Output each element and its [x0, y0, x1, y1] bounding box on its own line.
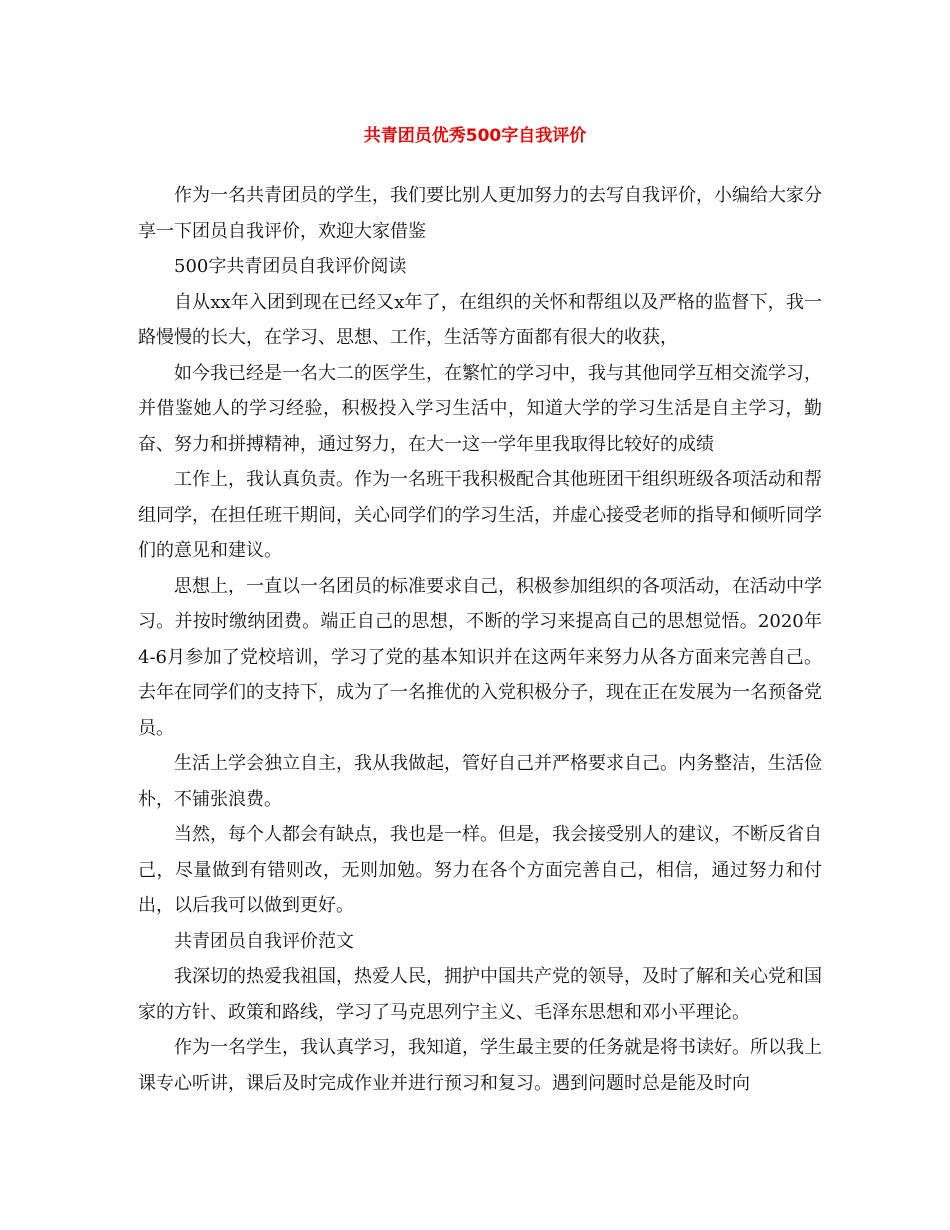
intro-paragraph: 作为一名共青团员的学生，我们要比别人更加努力的去写自我评价，小编给大家分享一下团员自我评价，欢迎大家借鉴	[138, 185, 822, 242]
body-paragraph: 作为一名学生，我认真学习，我知道，学生最主要的任务就是将书读好。所以我上课专心听讲，课后及时完成作业并进行预习和复习。遇到问题时总是能及时向	[138, 1037, 822, 1094]
section-heading-reading: 500字共青团员自我评价阅读	[174, 256, 407, 277]
body-paragraph: 自从xx年入团到现在已经又x年了，在组织的关怀和帮组以及严格的监督下，我一路慢慢的长大，在学习、思想、工作，生活等方面都有很大的收获，	[138, 291, 822, 348]
document-body	[138, 178, 822, 1101]
body-paragraph: 思想上，一直以一名团员的标准要求自己，积极参加组织的各项活动，在活动中学习。并按时缴纳团费。端正自己的思想，不断的学习来提高自己的思想觉悟。2020年4-6月参加了党校培训，学习了党的基本知识并在这两年来努力从各方面来完善自己。去年在同学们的支持下，成为了一名推优的入党积极分子，现在正在发展为一名预备党员。	[138, 575, 822, 739]
body-paragraph: 我深切的热爱我祖国，热爱人民，拥护中国共产党的领导，及时了解和关心党和国家的方针、政策和路线，学习了马克思列宁主义、毛泽东思想和邓小平理论。	[138, 966, 822, 1023]
body-paragraph: 工作上，我认真负责。作为一名班干我积极配合其他班团干组织班级各项活动和帮组同学，在担任班干期间，关心同学们的学习生活，并虚心接受老师的指导和倾听同学们的意见和建议。	[138, 469, 822, 561]
body-paragraph: 当然，每个人都会有缺点，我也是一样。但是，我会接受别人的建议，不断反省自己，尽量做到有错则改，无则加勉。努力在各个方面完善自己，相信，通过努力和付出，以后我可以做到更好。	[138, 824, 822, 916]
document-title: 共青团员优秀500字自我评价	[363, 126, 587, 146]
section-heading-sample: 共青团员自我评价范文	[174, 930, 354, 952]
body-paragraph: 如今我已经是一名大二的医学生，在繁忙的学习中，我与其他同学互相交流学习，并借鉴她人的学习经验，积极投入学习生活中，知道大学的学习生活是自主学习，勤奋、努力和拼搏精神，通过努力，在大一这一学年里我取得比较好的成绩	[138, 362, 822, 455]
body-paragraph: 生活上学会独立自主，我从我做起，管好自己并严格要求自己。内务整洁，生活俭朴，不铺张浪费。	[138, 753, 822, 810]
